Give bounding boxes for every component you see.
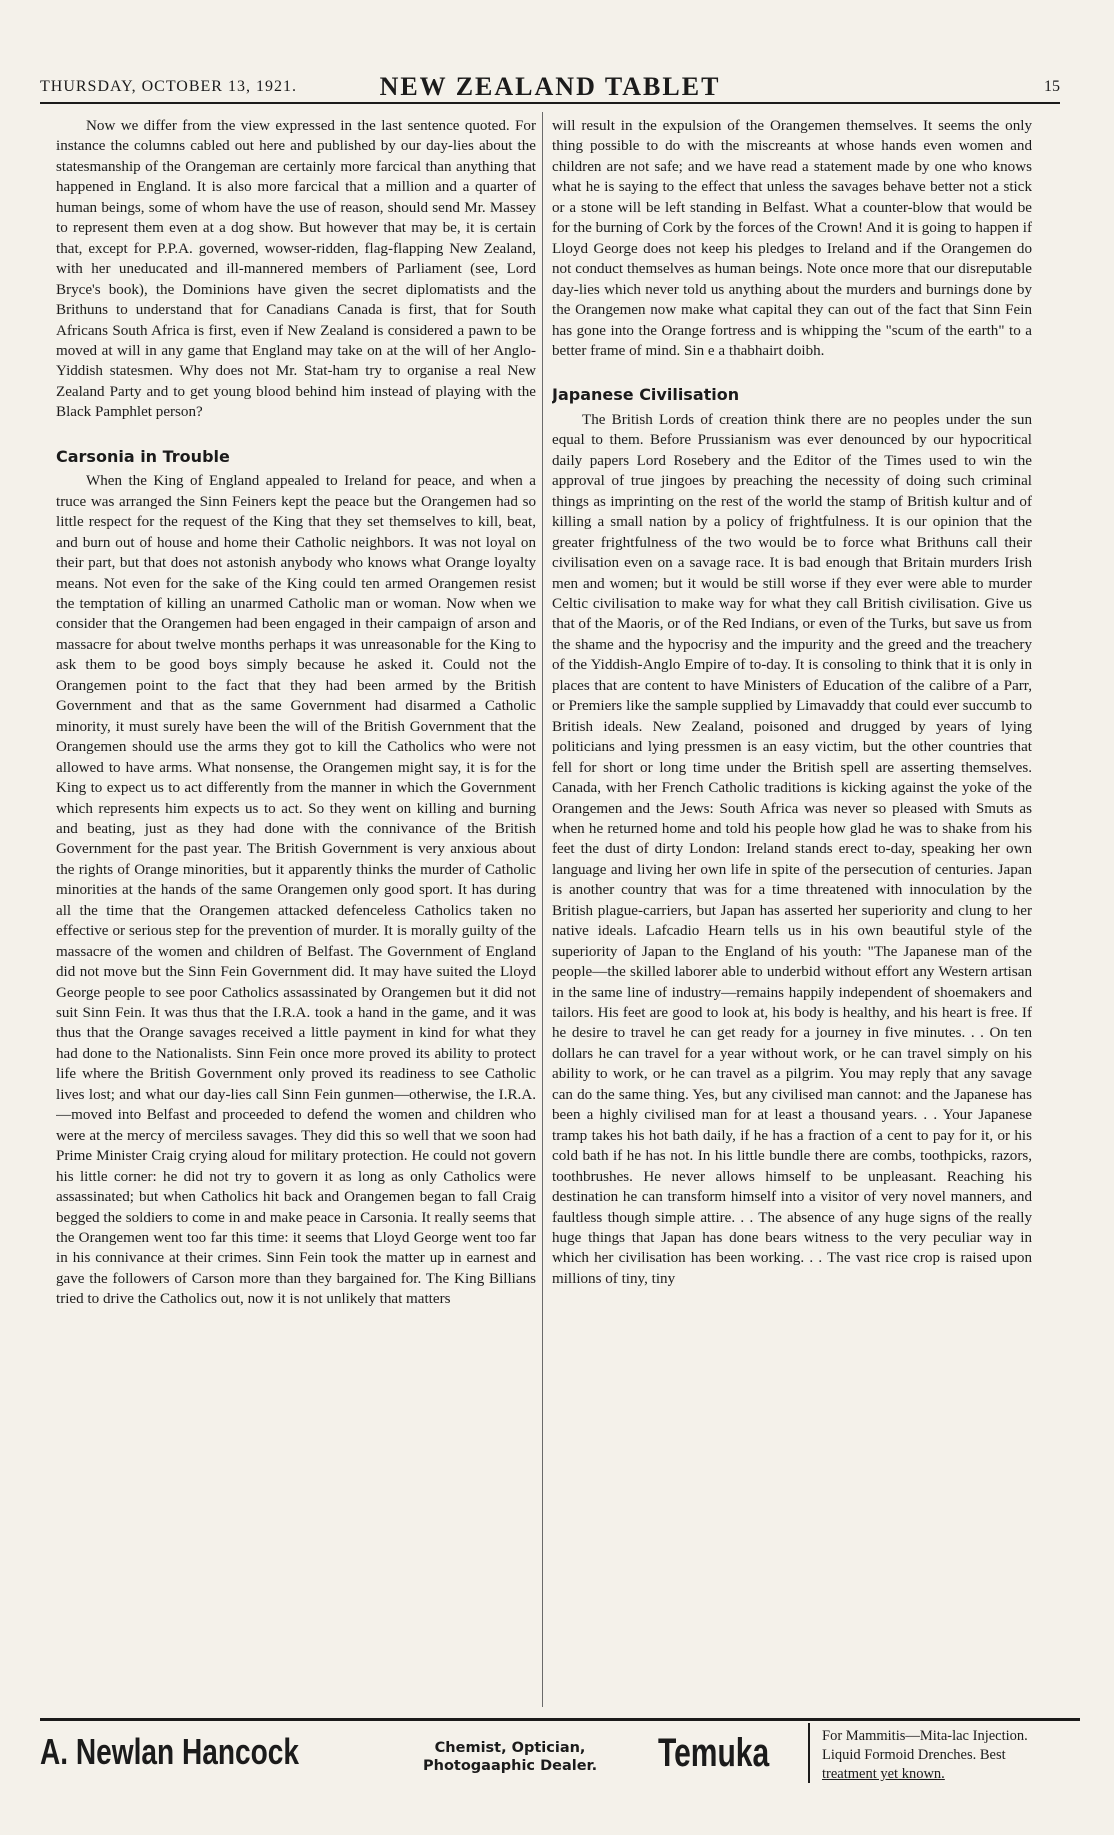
trade-line: Photogaaphic Dealer.	[423, 1758, 598, 1774]
page-number: 15	[1044, 78, 1060, 95]
advertiser-town: Temuka	[658, 1731, 770, 1775]
advertiser-trade	[423, 1739, 597, 1775]
article-paragraph: When the King of England appealed to Ireland for peace, and when a truce was arranged the Sinn Feiners kept the peace but the Orangemen had so little respect for the request of the King that they set themselves to kill, beat, and burn out of house and home their Catholic neighbors. It was not loyal on their part, but that does not astonish anybody who knows what Orange loyalty means. Not even for the sake of the King could ten armed Orangemen resist the temptation of killing an unarmed Catholic man or woman. Now when we consider that the Orangemen had been engaged in their campaign of arson and massacre for about twelve months perhaps it was unreasonable for the King to ask them to be good boys simply because he asked it. Could not the Orangemen point to the fact that they had been armed by the British Government and that as the same Government had disarmed a Catholic minority, it must surely have been the will of the British Government that the Orangemen should use the arms they got to kill the Catholics who were not allowed to have arms. What nonsense, the Orangemen might say, it is for the King to expect us to act differently from the manner in which the Government which represents him expects us to act. So they went on killing and burning and beating, just as they had done with the connivance of the British Government for the past year. The British Government is very anxious about the rights of Orange minorities, but it apparently thinks the murder of Catholic minorities at the hands of the same Orangemen only good sport. It has during all the time that the Orangemen attacked defenceless Catholics taken no effective or serious step for the prevention of murder. It is morally guilty of the massacre of the women and children of Belfast. The Government of England did not move but the Sinn Fein Government did. It may have suited the Lloyd George people to see poor Catholics assassinated by Orangemen but it did not suit Sinn Fein. It was thus that the I.R.A. took a hand in the game, and it was thus that the Orange savages received a little payment in kind for what they had done to the Nationalists. Sinn Fein once more proved its ability to protect life where the British Government only proved its readiness to see Catholic lives lost; and what our day-lies call Sinn Fein gunmen—otherwise, the I.R.A.—moved into Belfast and proceeded to defend the women and children who were at the mercy of merciless savages. They did this so well that we soon had Prime Minister Craig crying aloud for military protection. He could not govern his little corner: he did not try to govern it as long as only Catholics were assassinated; but when Catholics hit back and Orangemen began to fall Craig begged the soldiers to come in and make peace in Carsonia. It really seems that the Orangemen went too far this time: it seems that Lloyd George went too far in his connivance at their crimes. Sinn Fein took the matter up in earnest and gave the followers of Carson more than they bargained for. The King Billians tried to drive the Catholics out, now it is not unlikely that matters	[56, 473, 536, 1308]
article-paragraph: Now we differ from the view expressed in the last sentence quoted. For instance the columns cabled out here and published by our day-lies about the statesmanship of the Orangeman are certainly more farcical than anything that happened in England. It is also more farcical that a million and a quarter of human beings, some of whom have the use of reason, should send Mr. Massey to represent them even at a dog show. But however that may be, it is certain that, except for P.P.A. governed, wowser-ridden, flag-flapping New Zealand, with her uneducated and ill-mannered members of Parliament (see, Lord Bryce's book), the Dominions have given the secret diplomatists and the Brithuns to understand that for Canadians Canada is first, that for South Africans South Africa is first, even if New Zealand is considered a pawn to be moved at will in any game that England may take on at the will of her Anglo-Yiddish statesmen. Why does not Mr. Stat-ham try to organise a real New Zealand Party and to get young blood behind him instead of playing with the Black Pamphlet person?	[56, 118, 536, 421]
left-column	[56, 116, 536, 1706]
masthead-title: NEW ZEALAND TABLET	[379, 72, 721, 101]
ad-divider	[808, 1723, 810, 1783]
right-column	[552, 116, 1032, 1706]
trade-line: Chemist, Optician,	[434, 1740, 586, 1756]
section-heading-japanese: Japanese Civilisation	[552, 385, 740, 405]
advertisement-banner	[40, 1718, 1080, 1791]
advertiser-name: A. Newlan Hancock	[40, 1731, 300, 1772]
article-paragraph: will result in the expulsion of the Orangemen themselves. It seems the only thing possible to do with the miscreants at whose hands even women and children are not safe; and we have read a statement made by one who knows what he is saying to the effect that unless the savages behave better not a stick or a stone will be left standing in Belfast. What a counter-blow that would be for the burning of Cork by the forces of the Crown! And it is going to happen if Lloyd George does not keep his pledges to Ireland and if the Orangemen do not conduct themselves as human beings. Note once more that our disreputable day-lies which never told us anything about the murders and burnings done by the Orangemen now make what capital they can out of the fact that Sinn Fein has gone into the Orange fortress and is whipping the "scum of the earth" to a better frame of mind. Sin e a thabhairt doibh.	[552, 118, 1032, 359]
issue-date: THURSDAY, OCTOBER 13, 1921.	[40, 78, 297, 95]
ad-text-line: For Mammitis—Mita-lac Injection.	[822, 1728, 1028, 1744]
column-divider	[542, 112, 543, 1707]
ad-product-text	[822, 1727, 1070, 1784]
article-paragraph: The British Lords of creation think there are no peoples under the sun equal to them. Before Prussianism was ever denounced by our hypocritical daily papers Lord Rosebery and the Editor of the Times used to win the approval of true jingoes by preaching the necessity of doing such criminal things as imprinting on the rest of the world the stamp of British kultur and of killing a small nation by a policy of frightfulness. It is our opinion that the greater frightfulness of the two would be to force what Brithuns call their civilisation even on a savage race. It is bad enough that Britain murders Irish men and women; but it would be still worse if they ever were able to murder Celtic civilisation to make way for what they call British civilisation. Give us that of the Maoris, or of the Red Indians, or even of the Turks, but save us from the shame and the hypocrisy and the impurity and the greed and the treachery of the Yiddish-Anglo Empire of to-day. It is consoling to think that it is only in places that are content to have Ministers of Education of the calibre of a Parr, or Premiers like the sample supplied by Limavaddy that could ever succumb to British ideals. New Zealand, poisoned and drugged by years of lying politicians and lying pressmen is an easy victim, but the other countries that fell for short or long time under the British spell are asserting themselves. Canada, with her French Catholic traditions is kicking against the yoke of the Orangemen and the Jews: South Africa was never so pleased with Smuts as when he returned home and told his people how glad he was to shake from his feet the dust of dirty London: Ireland stands erect to-day, speaking her own language and living her own life in spite of the persecution of centuries. Japan is another country that was for a time threatened with innoculation by the British plague-carriers, but Japan has asserted her superiority and clung to her native ideals. Lafcadio Hearn tells us in his own beautiful style of the superiority of Japan to the England of his youth: "The Japanese man of the people—the skilled laborer able to underbid without effort any Western artisan in the same line of industry—remains happily independent of shoemakers and tailors. His feet are good to look at, his body is healthy, and his heart is free. If he desire to travel he can get ready for a journey in five minutes. . . On ten dollars he can travel for a year without work, or he can travel simply on his ability to work, or he can travel as a pilgrim. You may reply that any savage can do the same thing. Yes, but any civilised man cannot: and the Japanese has been a highly civilised man for at least a thousand years. . . Your Japanese tramp takes his hot bath daily, if he has a fraction of a cent to pay for it, or his cold bath if he has not. In his little bundle there are combs, toothpicks, razors, toothbrushes. He never allows himself to be unpleasant. Reaching his destination he can transform himself into a visitor of very novel manners, and faultless though simple attire. . . The absence of any huge signs of the really huge things that Japan has done bears witness to the very peculiar way in which her civilisation has been working. . . The vast rice crop is raised upon millions of tiny, tiny	[552, 411, 1032, 1287]
ad-text-line: Liquid Formoid Drenches. Best	[822, 1747, 1006, 1763]
page-header	[40, 72, 1060, 104]
ad-text-line: treatment yet known.	[822, 1766, 945, 1782]
section-heading-carsonia: Carsonia in Trouble	[56, 446, 230, 466]
